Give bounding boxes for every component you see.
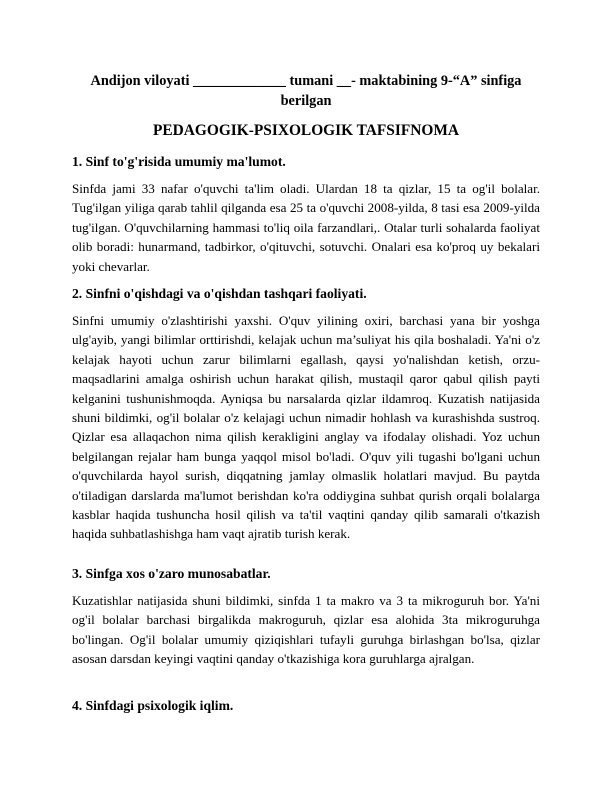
- document-header: [72, 71, 540, 111]
- section-1-heading: 1. Sinf to'g'risida umumiy ma'lumot.: [72, 154, 286, 169]
- section-2-paragraph: Sinfni umumiy o'zlashtirishi yaxshi. O'quv yilining oxiri, barchasi yana bir yoshga ulg'ayib, yangi bilimlar orttirishdi, kelajak uchun ma’suliyat his qila boshaladi. Ya'ni o'z kelajak hayoti uchun zarur bilimlarni egallash, qaysi yo'nalishdan ketish, orzu-maqsadlarini amalga oshirish uchun harakat qilish, mustaqil qaror qabul qilish payti kelganini tushunishmoqda. Ayniqsa bu narsalarda qizlar ildamroq. Kuzatish natijasida shuni bildimki, og'il bolalar o'z kelajagi uchun nimadir hohlash va kurashishda sustroq. Qizlar esa allaqachon nima qilish kerakligini anglay va ifodalay olishadi. Yoz uchun belgilangan rejalar ham bunga yaqqol misol bo'ladi. O'quv yili tugashi bo'lgani uchun o'quvchilarda hayol surish, diqqatning jamlay olmaslik holatlari mavjud. Bu paytda o'tiladigan darslarda ma'lumot berishdan ko'ra oddiygina suhbat qurish orqali bolalarga kasblar haqida tushuncha hosil qilish va ta'til vaqtini qanday qilib samarali o'tkazish haqida suhbatlashishga ham vaqt ajratib turish kerak.: [72, 313, 540, 542]
- section-1-paragraph: Sinfda jami 33 nafar o'quvchi ta'lim oladi. Ulardan 18 ta qizlar, 15 ta og'il bolalar. Tug'ilgan yiliga qarab tahlil qilganda esa 25 ta o'quvchi 2008-yilda, 8 tasi esa 2009-yilda tug'ilgan. O'quvchilarning hammasi to'liq oila farzandlari,. Otalar turli sohalarda faoliyat olib boradi: hunarmand, tadbirkor, o'qituvchi, sotuvchi. Onalari esa ko'proq uy bekalari yoki chevarlar.: [72, 181, 540, 274]
- section-4-heading: 4. Sinfdagi psixologik iqlim.: [72, 698, 234, 713]
- section-3-heading: 3. Sinfga xos o'zaro munosabatlar.: [72, 566, 271, 581]
- header-line-2: berilgan: [280, 93, 332, 109]
- header-line-1: Andijon viloyati _____________ tumani __- maktabining 9-“A” sinfiga: [90, 73, 522, 89]
- section-3-paragraph: Kuzatishlar natijasida shuni bildimki, sinfda 1 ta makro va 3 ta mikroguruh bor. Ya'ni og'il bolalar barchasi birgalikda makroguruh, qizlar esa alohida 3ta mikroguruhga bo'lingan. Og'il bolalar umumiy qiziqishlari tufayli guruhga birlashgan bo'lsa, qizlar asosan darsdan keyingi vaqtini qanday o'tkazishiga kora guruhlarga ajralgan.: [72, 593, 540, 667]
- document-title: PEDAGOGIK-PSIXOLOGIK TAFSIFNOMA: [153, 122, 459, 139]
- section-2-heading: 2. Sinfni o'qishdagi va o'qishdan tashqari faoliyati.: [72, 286, 367, 301]
